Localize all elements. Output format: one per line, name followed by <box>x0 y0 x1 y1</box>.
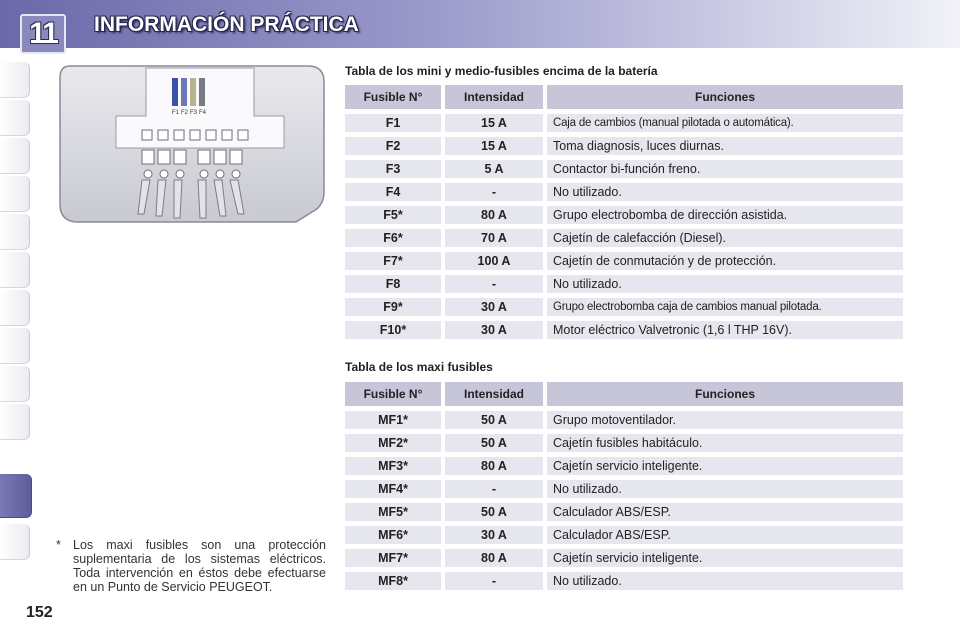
fuse-f4 <box>199 78 205 106</box>
maxi-fuses-table-title: Tabla de los maxi fusibles <box>345 360 493 374</box>
function-cell: Grupo electrobomba de dirección asistida. <box>547 206 903 224</box>
fuse-f2 <box>181 78 187 106</box>
table-header-row <box>345 382 903 406</box>
intensity-cell: 70 A <box>445 229 543 247</box>
header-intensity: Intensidad <box>445 382 543 406</box>
table-row <box>345 114 903 132</box>
table-row <box>345 183 903 201</box>
table-row <box>345 434 903 452</box>
function-cell: No utilizado. <box>547 183 903 201</box>
table-row <box>345 503 903 521</box>
fuse-number-cell: F7* <box>345 252 441 270</box>
fuse-f3 <box>190 78 196 106</box>
function-cell: Contactor bi-función freno. <box>547 160 903 178</box>
fuse-number-cell: MF4* <box>345 480 441 498</box>
table-row <box>345 275 903 293</box>
fuse-label-f1: F1 <box>172 110 180 116</box>
chapter-tab[interactable] <box>0 100 30 136</box>
chapter-tab[interactable] <box>0 328 30 364</box>
table-row <box>345 298 903 316</box>
fuse-number-cell: F2 <box>345 137 441 155</box>
intensity-cell: 80 A <box>445 457 543 475</box>
fuse-number-cell: MF7* <box>345 549 441 567</box>
intensity-cell: 15 A <box>445 137 543 155</box>
table-row <box>345 206 903 224</box>
function-cell: Cajetín servicio inteligente. <box>547 549 903 567</box>
fuse-number-cell: MF5* <box>345 503 441 521</box>
chapter-tab[interactable] <box>0 138 30 174</box>
function-cell: Calculador ABS/ESP. <box>547 503 903 521</box>
mini-fuses-table <box>345 80 903 344</box>
chapter-tab[interactable] <box>0 252 30 288</box>
fuse-number-cell: F8 <box>345 275 441 293</box>
function-cell: Cajetín servicio inteligente. <box>547 457 903 475</box>
table-row <box>345 137 903 155</box>
function-cell: Motor eléctrico Valvetronic (1,6 l THP 16V). <box>547 321 903 339</box>
function-cell: Calculador ABS/ESP. <box>547 526 903 544</box>
fuse-number-cell: F1 <box>345 114 441 132</box>
footnote-asterisk: * <box>56 538 61 552</box>
table-row <box>345 526 903 544</box>
fuse-number-cell: F9* <box>345 298 441 316</box>
function-cell: No utilizado. <box>547 275 903 293</box>
page-number: 152 <box>26 604 53 621</box>
fuse-number-cell: F5* <box>345 206 441 224</box>
chapter-tab-active[interactable] <box>0 474 32 518</box>
table-row <box>345 252 903 270</box>
header-functions: Funciones <box>547 382 903 406</box>
footnote-text: Los maxi fusibles son una protección suplementaria de los sistemas eléctricos. Toda intervención en éstos debe efectuarse en un Punto de Servicio PEUGEOT. <box>73 538 326 594</box>
function-cell: No utilizado. <box>547 480 903 498</box>
fuse-number-cell: MF8* <box>345 572 441 590</box>
mini-fuses-table-title: Tabla de los mini y medio-fusibles encima de la batería <box>345 64 658 78</box>
table-row <box>345 480 903 498</box>
function-cell: Cajetín de conmutación y de protección. <box>547 252 903 270</box>
intensity-cell: 30 A <box>445 526 543 544</box>
fuse-number-cell: F10* <box>345 321 441 339</box>
footnote <box>56 538 326 594</box>
intensity-cell: 80 A <box>445 549 543 567</box>
intensity-cell: 50 A <box>445 411 543 429</box>
header-functions: Funciones <box>547 85 903 109</box>
chapter-tab[interactable] <box>0 62 30 98</box>
table-row <box>345 572 903 590</box>
intensity-cell: 50 A <box>445 503 543 521</box>
intensity-cell: - <box>445 275 543 293</box>
fuse-label-f4: F4 <box>199 110 207 116</box>
chapter-tab[interactable] <box>0 404 30 440</box>
intensity-cell: 50 A <box>445 434 543 452</box>
intensity-cell: 30 A <box>445 298 543 316</box>
fuse-number-cell: MF3* <box>345 457 441 475</box>
fuse-number-cell: MF1* <box>345 411 441 429</box>
intensity-cell: 80 A <box>445 206 543 224</box>
fuse-number-cell: MF6* <box>345 526 441 544</box>
header-fuse-number: Fusible N° <box>345 85 441 109</box>
chapter-tab[interactable] <box>0 524 30 560</box>
intensity-cell: - <box>445 183 543 201</box>
fuse-number-cell: F3 <box>345 160 441 178</box>
intensity-cell: - <box>445 480 543 498</box>
table-row <box>345 321 903 339</box>
fuse-label-f3: F3 <box>190 110 198 116</box>
table-row <box>345 457 903 475</box>
table-header-row <box>345 85 903 109</box>
intensity-cell: 100 A <box>445 252 543 270</box>
intensity-cell: 30 A <box>445 321 543 339</box>
header-intensity: Intensidad <box>445 85 543 109</box>
chapter-tab[interactable] <box>0 366 30 402</box>
chapter-tab[interactable] <box>0 176 30 212</box>
fuse-number-cell: F6* <box>345 229 441 247</box>
maxi-fuses-table <box>345 377 903 595</box>
intensity-cell: 5 A <box>445 160 543 178</box>
fuse-number-cell: F4 <box>345 183 441 201</box>
fusebox-illustration <box>58 64 326 224</box>
intensity-cell: - <box>445 572 543 590</box>
page-title: INFORMACIÓN PRÁCTICA <box>94 13 359 36</box>
table-row <box>345 411 903 429</box>
chapter-number-badge: 11 <box>20 14 66 54</box>
function-cell: Toma diagnosis, luces diurnas. <box>547 137 903 155</box>
fuse-number-cell: MF2* <box>345 434 441 452</box>
function-cell: Grupo electrobomba caja de cambios manual pilotada. <box>547 298 903 316</box>
function-cell: Caja de cambios (manual pilotada o automática). <box>547 114 903 132</box>
function-cell: Grupo motoventilador. <box>547 411 903 429</box>
function-cell: No utilizado. <box>547 572 903 590</box>
fuse-label-f2: F2 <box>181 110 189 116</box>
header-fuse-number: Fusible N° <box>345 382 441 406</box>
chapter-tab[interactable] <box>0 290 30 326</box>
fuse-f1 <box>172 78 178 106</box>
function-cell: Cajetín de calefacción (Diesel). <box>547 229 903 247</box>
table-row <box>345 549 903 567</box>
table-row <box>345 160 903 178</box>
intensity-cell: 15 A <box>445 114 543 132</box>
table-row <box>345 229 903 247</box>
chapter-tab[interactable] <box>0 214 30 250</box>
chapter-tab-strip <box>0 62 34 580</box>
function-cell: Cajetín fusibles habitáculo. <box>547 434 903 452</box>
